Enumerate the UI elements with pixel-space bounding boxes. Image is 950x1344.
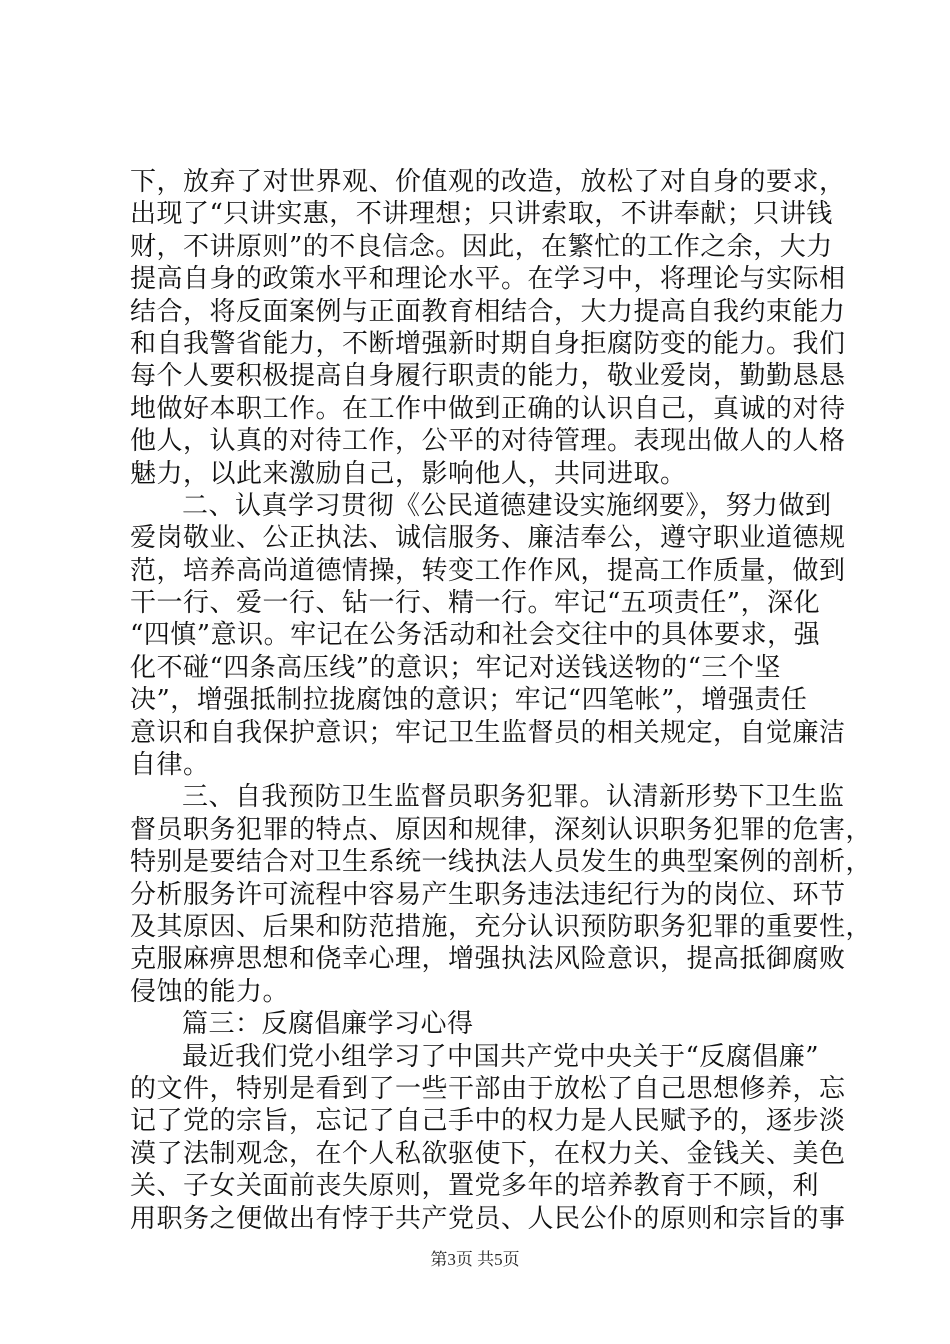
text-line: 出现了“只讲实惠，不讲理想；只讲索取，不讲奉献；只讲钱 <box>130 199 833 230</box>
text-line: 结合，将反面案例与正面教育相结合，大力提高自我约束能力 <box>130 296 846 327</box>
text-line: 干一行、爱一行、钻一行、精一行。牢记“五项责任”，深化 <box>130 588 821 619</box>
text-line: 他人，认真的对待工作，公平的对待管理。表现出做人的人格 <box>130 426 846 457</box>
text-line: 下，放弃了对世界观、价值观的改造，放松了对自身的要求， <box>130 167 846 197</box>
document-body <box>130 166 873 1235</box>
text-line: “四慎”意识。牢记在公务活动和社会交往中的具体要求，强 <box>130 620 821 651</box>
text-line: 漠了法制观念，在个人私欲驱使下，在权力关、金钱关、美色 <box>130 1138 846 1169</box>
text-line: 侵蚀的能力。 <box>130 976 290 1007</box>
text-line: 每个人要积极提高自身履行职责的能力，敬业爱岗，勤勤恳恳 <box>130 361 846 392</box>
text-line: 三、自我预防卫生监督员职务犯罪。认清新形势下卫生监 <box>182 782 845 813</box>
text-line: 决”，增强抵制拉拢腐蚀的意识；牢记“四笔帐”，增强责任 <box>130 685 808 716</box>
text-line: 关、子女关面前丧失原则，置党多年的培养教育于不顾，利 <box>130 1171 820 1202</box>
text-line: 特别是要结合对卫生系统一线执法人员发生的典型案例的剖析， <box>130 847 873 878</box>
text-line: 分析服务许可流程中容易产生职务违法违纪行为的岗位、环节 <box>130 879 846 910</box>
text-line: 爱岗敬业、公正执法、诚信服务、廉洁奉公，遵守职业道德规 <box>130 523 846 554</box>
text-line: 范，培养高尚道德情操，转变工作作风，提高工作质量，做到 <box>130 555 846 586</box>
text-line: 督员职务犯罪的特点、原因和规律，深刻认识职务犯罪的危害， <box>130 814 873 845</box>
text-line: 自律。 <box>130 750 210 781</box>
text-line: 地做好本职工作。在工作中做到正确的认识自己，真诚的对待 <box>130 393 846 424</box>
page-footer: 第3页 共5页 <box>430 1250 520 1269</box>
text-line: 财，不讲原则”的不良信念。因此，在繁忙的工作之余，大力 <box>130 231 833 262</box>
text-line: 篇三：反腐倡廉学习心得 <box>182 1009 474 1040</box>
text-line: 最近我们党小组学习了中国共产党中央关于“反腐倡廉” <box>182 1041 820 1072</box>
text-line: 二、认真学习贯彻《公民道德建设实施纲要》，努力做到 <box>182 490 832 521</box>
text-line: 提高自身的政策水平和理论水平。在学习中，将理论与实际相 <box>130 264 846 295</box>
text-line: 魅力，以此来激励自己，影响他人，共同进取。 <box>130 458 687 489</box>
text-line: 记了党的宗旨，忘记了自己手中的权力是人民赋予的，逐步淡 <box>130 1106 846 1137</box>
text-line: 化不碰“四条高压线”的意识；牢记对送钱送物的“三个坚 <box>130 652 781 683</box>
text-line: 克服麻痹思想和侥幸心理，增强执法风险意识，提高抵御腐败 <box>130 944 846 975</box>
text-line: 意识和自我保护意识；牢记卫生监督员的相关规定，自觉廉洁 <box>130 717 846 748</box>
text-line: 用职务之便做出有悖于共产党员、人民公仆的原则和宗旨的事 <box>130 1203 846 1234</box>
text-line: 的文件，特别是看到了一些干部由于放松了自己思想修养，忘 <box>130 1073 846 1104</box>
text-line: 及其原因、后果和防范措施，充分认识预防职务犯罪的重要性， <box>130 911 873 942</box>
text-line: 和自我警省能力，不断增强新时期自身拒腐防变的能力。我们 <box>130 328 846 359</box>
